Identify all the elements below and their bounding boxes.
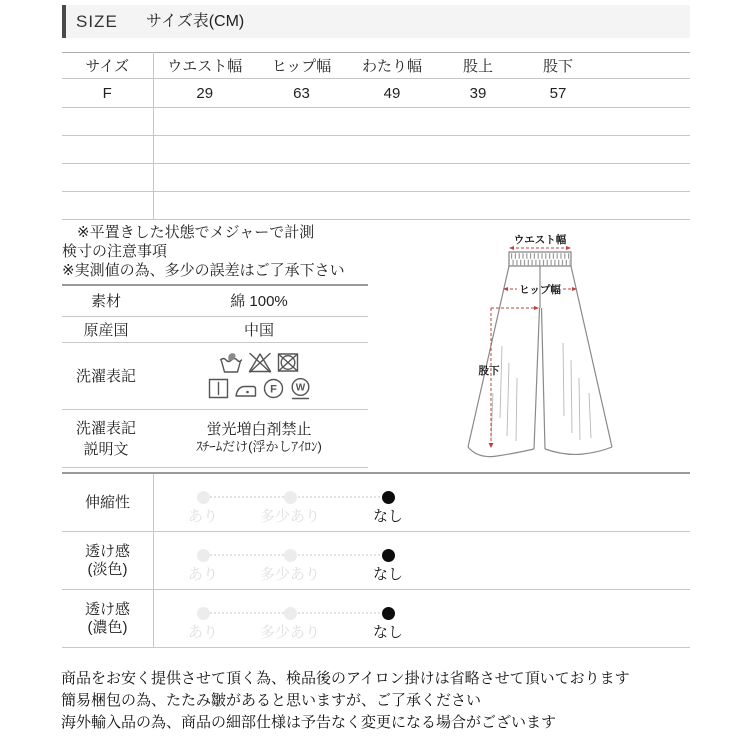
note-line: ※平置きした状態でメジャーで計測 [77,224,315,241]
size-table-header-row [62,53,690,79]
fabric-creases [491,343,591,441]
cell-size: F [62,79,153,108]
scale-dot-ari [197,607,210,620]
table-row-empty [62,164,690,192]
line-dry-icon [207,377,230,400]
care-note-row [62,409,368,467]
svg-text:W: W [295,382,305,394]
scale-label-ari: あり [187,508,219,525]
wet-clean-w-icon [289,377,312,400]
col-inseam: 股下 [542,58,573,75]
sheer-dark-label: 透け感 (濃色) [84,600,130,636]
note-line: 検寸の注意事項 [62,243,168,260]
header-accent-bar [62,5,66,38]
stretch-label: 伸縮性 [84,493,130,511]
cell-waist: 29 [196,84,214,102]
col-hip: ヒップ幅 [271,58,332,75]
care-symbols-row [62,342,368,409]
no-bleach-icon [248,351,272,374]
svg-text:F: F [269,383,277,396]
material-value: 綿 100% [230,293,288,311]
scale-dot-ari [197,491,210,504]
table-row-empty [62,192,690,220]
col-thigh: わたり幅 [361,58,422,75]
scale-dot-tashou [284,491,297,504]
origin-value: 中国 [243,321,274,339]
sheer-light-label: 透け感 (淡色) [84,542,130,578]
cell-rise: 39 [469,84,487,102]
care-label: 洗濯表記 [75,368,136,385]
hand-wash-icon [218,351,244,374]
cell-thigh: 49 [383,84,401,102]
scale-label-nashi: なし [372,566,404,583]
scale-dot-tashou [284,607,297,620]
cell-hip: 63 [293,84,310,102]
footer-line: 簡易梱包の為、たたみ皺があると思いますが、ご了承ください [61,692,482,709]
note-line: ※実測値の為、多少の誤差はご了承下さい [62,262,345,279]
material-row [62,285,368,316]
inseam-label: 股下 [478,365,500,377]
footer-line: 商品をお安く提供させて頂く為、検品後のアイロン掛けは省略させて頂いております [61,670,630,687]
scale-label-tashou: 多少あり [259,566,321,583]
care-note-label: 洗濯表記 説明文 [75,420,136,458]
origin-label: 原産国 [83,321,129,339]
page-title: サイズ表(CM) [146,13,245,30]
footer-line: 海外輸入品の為、商品の細部仕様は予告なく変更になる場合がございます [61,714,557,731]
header-size-label: SIZE [76,12,118,31]
dry-clean-f-icon [262,377,285,400]
scale-dot-nashi-selected [382,607,395,620]
scale-label-ari: あり [187,624,219,641]
col-size: サイズ [62,53,153,79]
origin-row [62,316,368,342]
hip-width-label: ヒップ幅 [519,284,561,296]
cell-inseam: 57 [549,84,567,102]
scale-dot-nashi-selected [382,491,395,504]
sheer-dark-row [62,590,690,647]
scale-label-tashou: 多少あり [259,624,321,641]
scale-label-ari: あり [187,566,219,583]
size-table [62,52,690,220]
measurement-notes [62,223,345,280]
waist-width-label: ウエスト幅 [513,234,567,246]
material-label: 素材 [90,293,121,311]
col-rise: 股上 [462,58,493,75]
table-row-empty [62,108,690,136]
scale-label-nashi: なし [372,624,404,641]
product-detail-table [62,284,368,468]
scale-label-nashi: なし [372,508,404,525]
iron-low-icon [234,377,258,400]
attribute-table [62,472,690,648]
scale-dot-tashou [284,549,297,562]
section-header [62,5,690,38]
col-waist: ウエスト幅 [167,58,243,75]
no-tumble-dry-icon [276,351,300,374]
table-row-empty [62,136,690,164]
scale-dot-ari [197,549,210,562]
laundry-care-icons [150,351,368,400]
footer-notices [61,668,630,734]
pants-measurement-diagram [445,228,695,470]
scale-dot-nashi-selected [382,549,395,562]
sheer-light-row [62,532,690,590]
care-note-value: 蛍光増白剤禁止 ｽﾁｰﾑだけ(浮かしｱｲﾛﾝ) [196,421,322,454]
scale-label-tashou: 多少あり [259,508,321,525]
stretch-row [62,474,690,532]
table-row [62,79,690,108]
